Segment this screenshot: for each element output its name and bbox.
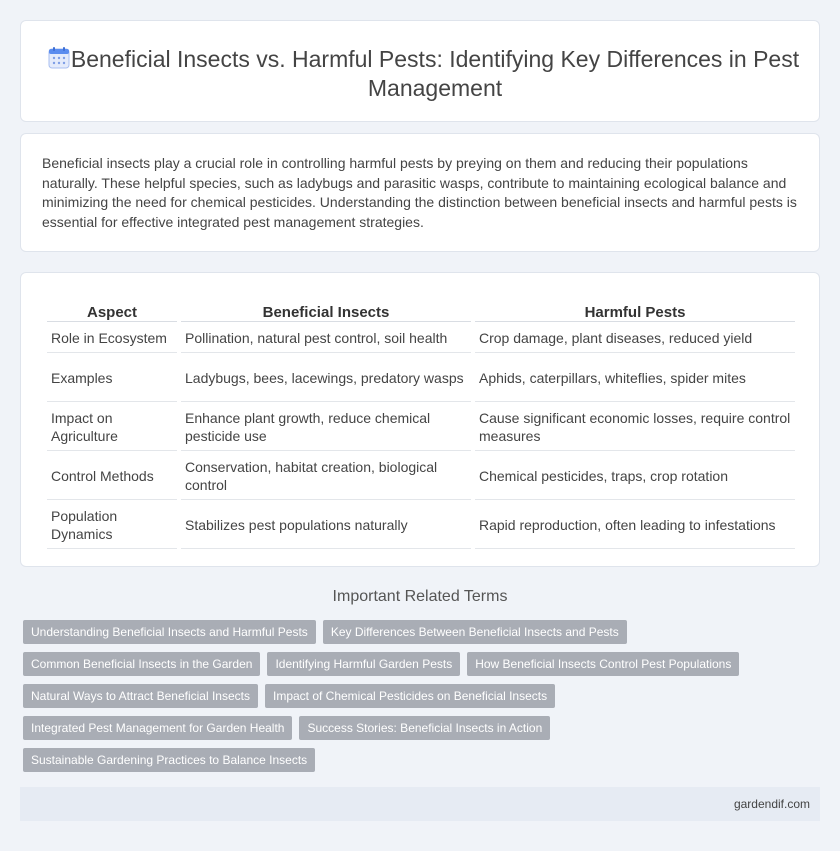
table-cell: Examples (47, 355, 177, 402)
table-row (47, 355, 795, 402)
page-title: Beneficial Insects vs. Harmful Pests: Identifying Key Differences in Pest Management (70, 46, 800, 101)
table-cell: Crop damage, plant diseases, reduced yield (475, 324, 795, 353)
table-row (47, 502, 795, 549)
table-cell: Ladybugs, bees, lacewings, predatory wasps (181, 355, 471, 402)
related-term-link[interactable]: Natural Ways to Attract Beneficial Insects (23, 684, 258, 708)
table-cell: Role in Ecosystem (47, 324, 177, 353)
intro-card (20, 133, 820, 252)
related-term-link[interactable]: Success Stories: Beneficial Insects in Action (299, 716, 550, 740)
table-cell: Population Dynamics (47, 502, 177, 549)
footer (20, 787, 820, 821)
comparison-table (43, 295, 799, 551)
related-term-link[interactable]: Common Beneficial Insects in the Garden (23, 652, 260, 676)
comparison-table-card (20, 272, 820, 567)
table-cell: Aphids, caterpillars, whiteflies, spider mites (475, 355, 795, 402)
table-cell: Pollination, natural pest control, soil health (181, 324, 471, 353)
related-terms-list (23, 620, 803, 780)
related-terms-title: Important Related Terms (332, 588, 508, 605)
related-term-link[interactable]: Impact of Chemical Pesticides on Beneficial Insects (265, 684, 555, 708)
table-cell: Rapid reproduction, often leading to infestations (475, 502, 795, 549)
table-cell: Cause significant economic losses, require control measures (475, 404, 795, 451)
table-row (47, 453, 795, 500)
table-cell: Control Methods (47, 453, 177, 500)
header-aspect: Aspect (47, 297, 177, 322)
related-term-link[interactable]: Understanding Beneficial Insects and Harmful Pests (23, 620, 316, 644)
table-row (47, 404, 795, 451)
table-cell: Enhance plant growth, reduce chemical pesticide use (181, 404, 471, 451)
table-header-row (47, 297, 795, 322)
table-cell: Chemical pesticides, traps, crop rotation (475, 453, 795, 500)
table-cell: Impact on Agriculture (47, 404, 177, 451)
header-card (20, 20, 820, 122)
header-harmful: Harmful Pests (475, 297, 795, 322)
related-term-link[interactable]: Key Differences Between Beneficial Insects and Pests (323, 620, 627, 644)
header-beneficial: Beneficial Insects (181, 297, 471, 322)
related-term-link[interactable]: Integrated Pest Management for Garden Health (23, 716, 292, 740)
footer-site-link[interactable]: gardendif.com (733, 797, 810, 811)
related-term-link[interactable]: Sustainable Gardening Practices to Balance Insects (23, 748, 315, 772)
related-term-link[interactable]: How Beneficial Insects Control Pest Populations (467, 652, 739, 676)
table-cell: Conservation, habitat creation, biological control (181, 453, 471, 500)
intro-paragraph: Beneficial insects play a crucial role in controlling harmful pests by preying on them and reducing their populations naturally. These helpful species, such as ladybugs and parasitic wasps, contribute to maintaining ecological balance and minimizing the need for chemical pesticides. Understanding the distinction between beneficial insects and harmful pests is essential for effective integrated pest management strategies. (42, 155, 797, 230)
table-row (47, 324, 795, 353)
table-cell: Stabilizes pest populations naturally (181, 502, 471, 549)
related-term-link[interactable]: Identifying Harmful Garden Pests (267, 652, 460, 676)
